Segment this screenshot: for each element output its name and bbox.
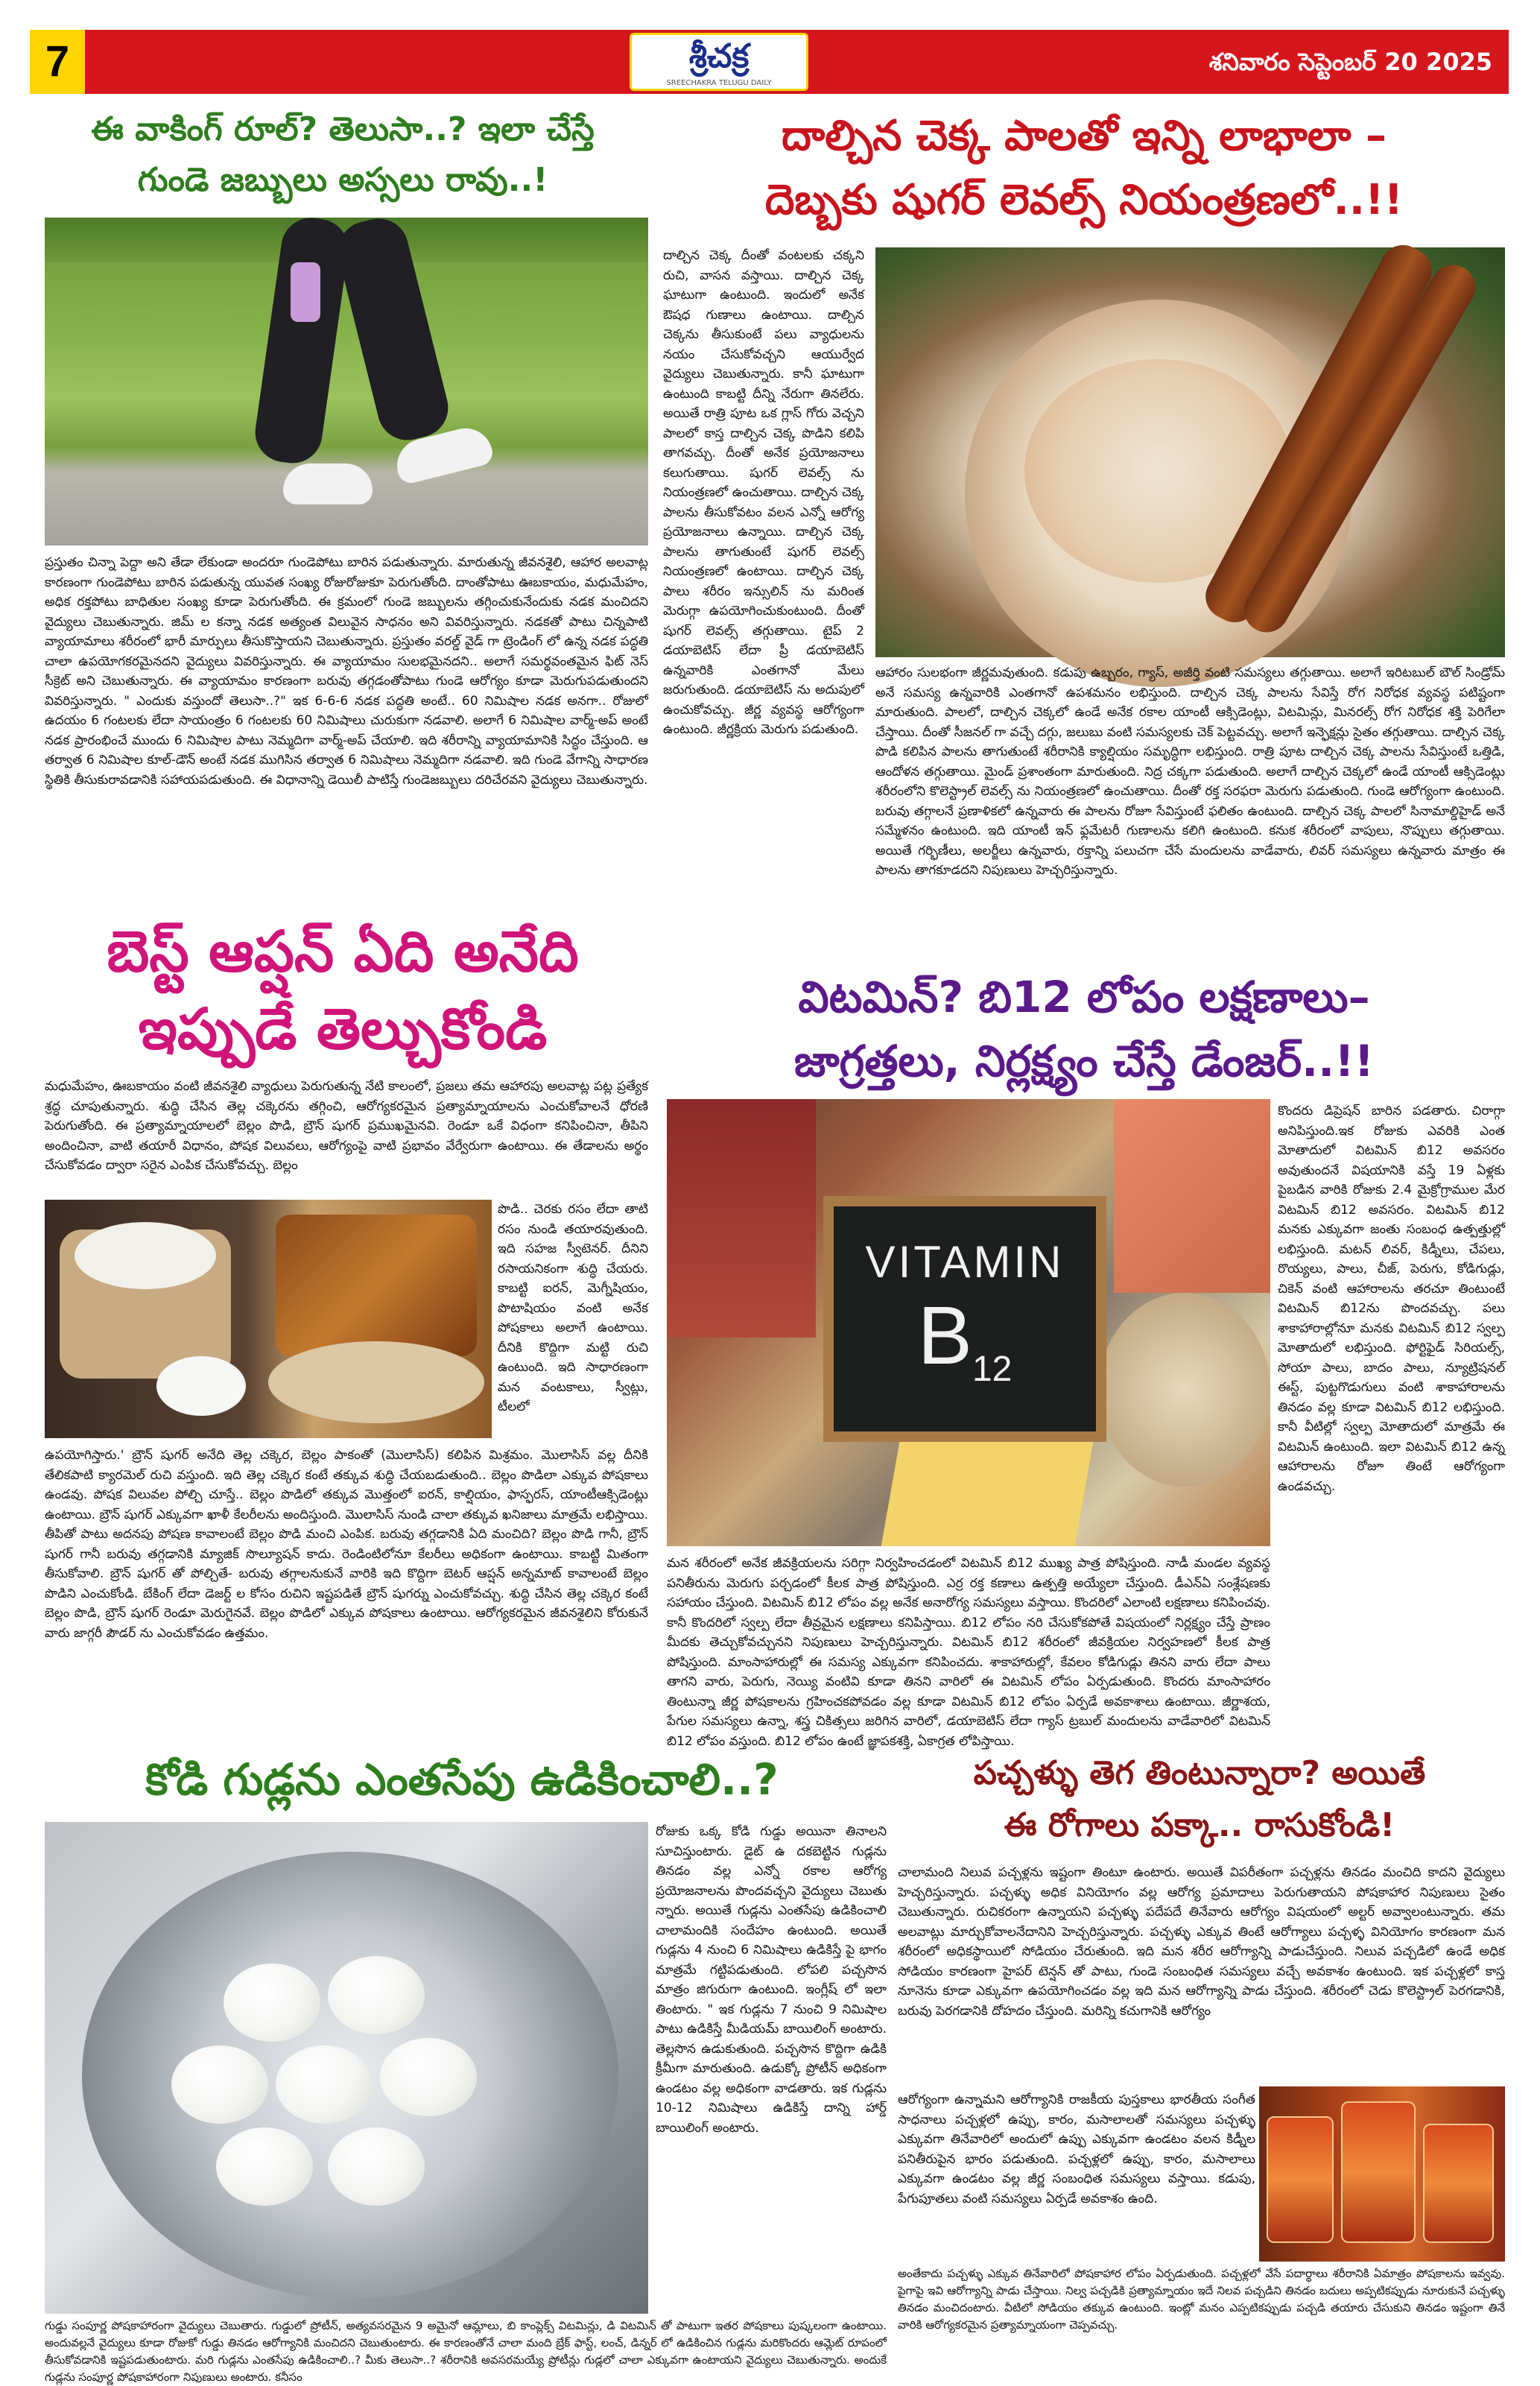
board-12-subscript: 12 — [972, 1349, 1013, 1389]
pickle-jars-photo — [1259, 2086, 1505, 2262]
pickles-body-bottom: అంతేకాదు పచ్చళ్ళు ఎక్కువ తినేవారిలో పోషకాహార లోపం ఏర్పడుతుంది. పచ్చళ్లలో వేసే పదార్థాలు శరీరానికి ఏమాత్రం పోషకాలను ఇవ్వవు. పైగాపై ఇవి ఆరోగ్యాన్ని పాడు చేస్తాయి. నిల్వ పచ్చడికి ప్రత్యామ్నాయం ఇదే నిలవ పచ్చడిని తినడం బదులు అప్పటికప్పుడు నూరుకునే పచ్చళ్ళు తినడం మంచిదంటారు. వీటిలో సోడియం తక్కువ ఉంటుంది. ఇంట్లో మనం ఎప్పటికప్పుడు పచ్చడి తయారు చేసుకుని తినడం ఇష్టంగా తినే వారికి ఆరోగ్యకరమైన ప్రత్యామ్నాయంగా చెప్పవచ్చు. — [898, 2267, 1505, 2332]
jaggery-body-bottom: ఉపయోగిస్తారు.' బ్రౌన్ షుగర్ అనేది తెల్ల చక్కెర, బెల్లం పాకంతో (మొలాసిస్) కలిపిన మిశ్రమం. మొలాసిస్ వల్ల దీనికి తేలికపాటి క్యారమెల్ రుచి వస్తుంది. ఇది తెల్ల చక్కెర కంటే తక్కువ శుద్ధి చేయబడుతుంది.. బెల్లం పొడిలా ఎక్కువ పోషకాలు ఉండవు. పోషక విలువల పోల్చి చూస్తే.. బెల్లం పొడిలో తక్కువ మొత్తంలో ఐరన్, కాల్షియం, ఫాస్ఫరస్, యాంటీఆక్సిడెంట్లు ఉంటాయి. బ్రౌన్ షుగర్ ఎక్కువగా ఖాళీ కేలరీలను అందిస్తుంది. మొలాసిస్ నుండి చాలా తక్కువ ఖనిజాలు మాత్రమే లభిస్తాయి. తీపితో పాటు అదనపు పోషణ కావాలంటే బెల్లం పొడి మంచి ఎంపిక. బరువు తగ్గడానికి ఏది మంచిది? బెల్లం పొడి గానీ, బ్రౌన్ షుగర్ గానీ బరువు తగ్గడానికి మ్యాజిక్ సొల్యూషన్ కాదు. రెండింటిలోనూ కేలరీలు అధికంగా ఉంటాయి. కాబట్టి మితంగా తీసుకోవాలి. బ్రౌన్ షుగర్ తో పోల్చితే- బరువు తగ్గాలనుకునే వారికి ఇది కొద్దిగా బెటర్ ఆప్షన్ అన్నమాట్ కావాలంటే బెల్లం పొడిని ఎంచుకోండి. బేకింగ్ లేదా డెజర్ట్ ల కోసం రుచిని ఇష్టపడితే బ్రౌన్ షుగర్ను ఎంచుకోవచ్చు. శుద్ధి చేసిన తెల్ల చక్కెర కంటే బెల్లం పొడి, బ్రౌన్ షుగర్ రెండూ మెరుగైనవే. బెల్లం పొడిలో ఎక్కువ పోషకాలు ఉంటాయి. ఆరోగ్యకరమైన జీవనశైలిని కోరుకునే వారు జాగ్గరీ పౌడర్ ను ఎంచుకోవడం ఉత్తమం. — [45, 1448, 648, 1641]
egg-1 — [224, 1963, 320, 2042]
logo-subtitle: SREECHAKRA TELUGU DAILY — [666, 79, 772, 87]
vitamin-headline-line1: విటమిన్? బి12 లోపం లక్షణాలు– — [798, 972, 1370, 1022]
jaggery-headline — [37, 913, 648, 1069]
vitamin-headline-line2: జాగ్రత్తలు, నిర్లక్ష్యం చేస్తే డేంజర్..!! — [793, 1036, 1375, 1086]
vitamin-headline — [663, 965, 1505, 1099]
left-shoe — [283, 463, 373, 504]
egg-4 — [276, 2045, 373, 2124]
water-bottle — [291, 262, 320, 322]
pickle-jar-1 — [1267, 2116, 1334, 2243]
egg-3 — [171, 2045, 268, 2124]
vitamin-board — [823, 1196, 1106, 1442]
cheese — [881, 1442, 1094, 1546]
issue-date: శనివారం సెప్టెంబర్ 20 2025 — [1193, 30, 1509, 94]
jaggery-pieces — [276, 1215, 477, 1356]
cinnamon-headline-line1: దాల్చిన చెక్క పాలతో ఇన్ని లాభాలా – — [781, 112, 1387, 160]
pickles-headline-line1: పచ్చళ్ళు తెగ తింటున్నారా? అయితే — [973, 1754, 1426, 1792]
cinnamon-headline-line2: దెబ్బకు షుగర్ లెవల్స్ నియంత్రణలో..!! — [764, 176, 1404, 224]
egg-2 — [328, 1956, 425, 2034]
cinnamon-bottom-body: ఆహారం సులభంగా జీర్ణమవుతుంది. కడుపు ఉబ్బరం, గ్యాస్, అజీర్తి వంటి సమస్యలు తగ్గుతాయి. అలాగే ఇరిటబుల్ బౌల్ సిండ్రోమ్ అనే సమస్య ఉన్నవారికి ఎంతగానో ఉపశమనం లభిస్తుంది. దాల్చిన చెక్క పాలను సేవిస్తే రోగ నిరోధక వ్యవస్థ పటిష్టంగా మారుతుంది. పాలలో, దాల్చిన చెక్కలో ఉండే అనేక రకాల యాంటీ ఆక్సిడెంట్లు, విటమిన్లు, మినరల్స్ రోగ నిరోధక శక్తి పెరిగేలా చేస్తాయి. దీంతో సీజనల్ గా వచ్చే దగ్గు, జలుబు వంటి సమస్యలకు చెక్ పెట్టవచ్చు. అలాగే ఇన్ఫెక్షన్లు సైతం తగ్గుతాయి. దాల్చిన చెక్క పొడి కలిపిన పాలను తాగుతుంటే శరీరానికి క్యాల్షియం సమృద్ధిగా లభిస్తుంది. రాత్రి పూట దాల్చిన చెక్క పాలను సేవిస్తుంటే ఒత్తిడి, ఆందోళన తగ్గుతాయి. మైండ్ ప్రశాంతంగా మారుతుంది. నిద్ర చక్కగా పడుతుంది. అలాగే దాల్చిన చెక్కలో ఉండే యాంటీ ఆక్సిడెంట్లు శరీరంలోని కొలెస్ట్రాల్ లెవల్స్ ను నియంత్రణలో ఉంచుతాయి. దీంతో రక్త సరఫరా మెరుగు పడుతుంది. గుండె ఆరోగ్యంగా ఉంటుంది. బరువు తగ్గాలనే ప్రణాళికలో ఉన్నవారు ఈ పాలను రోజూ సేవిస్తుంటే ఫలితం ఉంటుంది. దాల్చిన చెక్క పాలలో సినామాల్డిహైడ్ అనే సమ్మేళనం ఉంటుంది. ఇది యాంటీ ఇన్ ఫ్లమేటరీ గుణాలను కలిగి ఉంటుంది. కనుక శరీరంలో వాపులు, నొప్పులు తగ్గుతాయి. అయితే గర్భిణీలు, అలర్జీలు ఉన్నవారు, రక్తాన్ని పలుచగా చేసే మందులను వాడేవారు, లివర్ సమస్యలు ఉన్నవారు మాత్రం ఈ పాలను తాగకూడదని నిపుణులు హెచ్చరిస్తున్నారు. — [875, 665, 1505, 878]
walking-headline — [37, 104, 648, 209]
jaggery-headline-line2: ఇప్పుడే తెల్చుకోండి — [138, 996, 548, 1062]
vitamin-b12-photo — [667, 1099, 1270, 1546]
vitamin-bottom-body: మన శరీరంలో అనేక జీవక్రియలను సరిగ్గా నిర్వహించడంలో విటమిన్ బి12 ముఖ్య పాత్ర పోషిస్తుంది. నాడీ మండల వ్యవస్థ పనితీరును మెరుగు పర్చడంలో కీలక పాత్ర పోషిస్తుంది. ఎర్ర రక్త కణాలు ఉత్పత్తి అయ్యేలా చేస్తుంది. డీఎన్ఏ సంశ్లేషణకు సహాయం చేస్తుంది. విటమిన్ బి12 లోపం వల్ల అనేక అనారోగ్య సమస్యలు వస్తాయి. కొందరిలో ఎలాంటి లక్షణాలు కనిపించవు. కానీ కొందరిలో స్వల్ప లేదా తీవ్రమైన లక్షణాలు కనిపిస్తాయి. బి12 లోపం నరి చేసుకోకపోతే విషయంలో నిర్లక్ష్యం చేస్తే ప్రాణం మీదకు తెచ్చుకోవచ్చునని నిపుణులు హెచ్చరిస్తున్నారు. విటమిన్ బి12 శరీరంలో జీవక్రియల నిర్వహణలో కీలక పాత్ర పోషిస్తుంది. మాంసాహారుల్లో ఈ సమస్య ఎక్కువగా కనిపించదు. శాకాహారుల్లో, కేవలం కోడిగుడ్లు తినని వారు లేదా పాలు తాగని వారు, పెరుగు, నెయ్యి వంటివి కూడా తినని వారిలో ఈ విటమిన్ లోపం ఏర్పడుతుంది. కొందరు మాంసాహారం తింటున్నా జీర్ణ పోషకాలను గ్రహించకపోవడం వల్ల కూడా విటమిన్ బి12 లోపం ఏర్పడే అవకాశాలు ఉంటాయి. జీర్ణాశయ, పేగుల సమస్యలు ఉన్నా, శస్త్ర చికిత్సలు జరిగిన వారిలో, డయాబెటిస్ లేదా గ్యాస్ ట్రబుల్ మందులను వాడేవారిలో విటమిన్ బి12 లోపం వస్తుంది. బి12 లోపం ఉంటే జ్ఞాపకశక్తి, ఏకాగ్రత లోపిస్తాయి. — [667, 1556, 1270, 1749]
mushrooms — [1099, 1293, 1270, 1487]
pickles-headline — [894, 1747, 1505, 1859]
sugar-bowl — [156, 1356, 246, 1416]
egg-7 — [328, 2127, 425, 2206]
cinnamon-milk-photo — [875, 247, 1505, 657]
walking-headline-line2: గుండె జబ్బులు అస్సలు రావు..! — [137, 161, 548, 199]
white-sugar — [75, 1222, 216, 1289]
page-number: 7 — [30, 30, 85, 94]
walking-body: ప్రస్తుతం చిన్నా పెద్దా అని తేడా లేకుండా అందరూ గుండెపోటు బారిన పడుతున్నారు. మారుతున్న జీవనశైలి, ఆహార అలవాట్ల కారణంగా గుండెపోటు బారిన పడుతున్న యువత సంఖ్య రోజురోజుకూ పెరుగుతోంది. దాంతోపాటు ఊబకాయం, మధుమేహం, అధిక రక్తపోటు బాధితుల సంఖ్య కూడా పెరుగుతోంది. ఈ క్రమంలో గుండె జబ్బులను తగ్గించుకునేందుకు నడక మంచిదని వైద్యులు చెబుతున్నారు. జిమ్ ల కన్నా నడక అత్యంత విలువైన సాధనం అని వివరిస్తున్నారు. నడకతో పాటు చిన్నపాటి వ్యాయామాలు శరీరంలో భారీ మార్పులు తీసుకొస్తాయని చెబుతున్నారు. ప్రస్తుతం వరల్డ్ వైడ్ గా ట్రెండింగ్ లో ఉన్న నడక పద్ధతి చాలా ఉపయోగకరమైనదని వైద్యులు వివరిస్తున్నారు. ఈ వ్యాయామం సులభమైనదని.. అలాగే సమర్థవంతమైన ఫిట్ నెస్ సీక్రెట్ అని చెబుతున్నారు. ఈ వ్యాయామం కారణంగా బరువు తగ్గడంతోపాటు గుండె ఆరోగ్యం కూడా మెరుగుపడుతుందని వివరిస్తున్నారు. " ఎందుకు వస్తుందో తెలుసా..?" ఇక 6-6-6 నడక పద్ధతి అంటే.. 60 నిమిషాల నడక అనగా.. రోజులో ఉదయం 6 గంటలకు లేదా సాయంత్రం 6 గంటలకు 60 నిమిషాలు చురుకుగా నడవాలి. అలాగే 6 నిమిషాల వార్మ్-అప్ అంటే నడక ప్రారంభించే ముందు 6 నిమిషాల పాటు నెమ్మదిగా వార్మ్-అప్ చేయాలి. ఇది శరీరాన్ని వ్యాయామానికి సిద్ధం చేస్తుంది. ఆ తర్వాత 6 నిమిషాల కూల్-డౌన్ అంటే నడక ముగిసిన తర్వాత 6 నిమిషాలు నెమ్మదిగా నడవాలి. ఇది గుండె వేగాన్ని సాధారణ స్థితికి తీసుకురావడానికి సహాయపడుతుంది. ఈ విధానాన్ని డెయిలీ పాటిస్తే గుండెజబ్బులు దరిచేరవని వైద్యులు చెబుతున్నారు. — [45, 555, 648, 788]
cinnamon-headline — [663, 104, 1505, 238]
cinnamon-side-body: దాల్చిన చెక్క దీంతో వంటలకు చక్కని రుచి, వాసన వస్తాయి. దాల్చిన చెక్క ఘాటుగా ఉంటుంది. ఇందులో అనేక ఔషధ గుణాలు ఉంటాయి. దాల్చిన చెక్కను తీసుకుంటే పలు వ్యాధులను నయం చేసుకోవచ్చని ఆయుర్వేద వైద్యులు చెబుతున్నారు. కానీ ఘాటుగా ఉంటుంది కాబట్టి దీన్ని నేరుగా తినలేరు. అయితే రాత్రి పూట ఒక గ్లాస్ గోరు వెచ్చని పాలలో కాస్త దాల్చిన చెక్క పొడిని కలిపి తాగవచ్చు. దీంతో అనేక ప్రయోజనాలు కలుగుతాయి. షుగర్ లెవల్స్ ను నియంత్రణలో ఉంచుతాయి. దాల్చిన చెక్క పాలను తీసుకోవటం వలన ఎన్నో ఆరోగ్య ప్రయోజనాలు ఉన్నాయి. దాల్చిన చెక్క పాలను తాగుతుంటే షుగర్ లెవల్స్ నియంత్రణలో ఉంటాయి. దాల్చిన చెక్క పాలు శరీరం ఇన్సులిన్ ను మరింత మెరుగ్గా ఉపయోగించుకుంటుంది. దీంతో షుగర్ లెవల్స్ తగ్గుతాయి. టైప్ 2 డయాబెటిస్ లేదా ప్రీ డయాబెటిస్ ఉన్నవారికి ఎంతగానో మేలు జరుగుతుంది. డయాబెటిస్ ను అదుపులో ఉంచుకోవచ్చు. జీర్ణ వ్యవస్థ ఆరోగ్యంగా ఉంటుంది. జీర్ణక్రియ మెరుగు పడుతుంది. — [663, 248, 864, 737]
jaggery-headline-line1: బెస్ట్ ఆప్షన్ ఏది అనేది — [107, 918, 579, 984]
salmon — [1114, 1099, 1270, 1293]
pickle-jar-2 — [1341, 2101, 1416, 2243]
board-vitamin-text: VITAMIN — [865, 1237, 1065, 1287]
walking-photo — [45, 218, 648, 545]
pickles-body-top: చాలామంది నిలువ పచ్చళ్లను ఇష్టంగా తింటూ ఉంటారు. అయితే విపరీతంగా పచ్చళ్లను తినడం మంచిది కాదని వైద్యులు హెచ్చరిస్తున్నారు. పచ్చళ్ళు అధిక వినియోగం వల్ల ఆరోగ్య ప్రమాదాలు పెరుగుతాయని పోషకాహార నిపుణులు సైతం చెబుతున్నారు. రుచికరంగా ఉన్నాయని పచ్చళ్ళు పదేపదే తినేవారు ఆరోగ్యం విషయంలో అల్టర్ అవ్వాలంటున్నారు. తమ అలవాట్లు మార్చుకోవాలనేదానిని హెచ్చరిస్తున్నారు. పచ్చళ్ళు ఎక్కువ తింటే ఆరోగ్యాలు పచ్చళ్ళ వినియోగం కారణంగా మన శరీరంలో అధికస్థాయిలో సోడియం చేరుతుంది. ఇది మన శరీర ఆరోగ్యాన్ని పాడుచేస్తుంది. నిలువ పచ్చడిలో ఉండే అధిక సోడియం కారణంగా హైపర్ టెన్షన్ తో పాటు, గుండె సంబంధిత సమస్యలు వచ్చే అవకాశం ఉంటుంది. ఇక పచ్చళ్లలో కాస్త నూనెను కూడా ఎక్కువగా ఉపయోగించడం వల్ల ఇది మన ఆరోగ్యాన్ని పాడు చేస్తుంది. శరీరంలో చెడు కొలెస్ట్రాల్ పెరగడానికి, బరువు పెరగడానికి దోహదం చేస్తుంది. మరిన్ని కచుగానికి ఆరోగ్యం — [898, 1865, 1505, 2019]
walking-headline-line1: ఈ వాకింగ్ రూల్? తెలుసా..? ఇలా చేస్తే — [91, 110, 595, 148]
masthead — [30, 30, 1509, 94]
board-b12-text — [834, 1288, 1096, 1418]
eggs-bottom-body: గుడ్డు సంపూర్ణ పోషకాహారంగా వైద్యులు చెబుతారు. గుడ్డులో ప్రోటీన్, అత్యవసరమైన 9 అమైనో ఆమ్లాలు, బి కాంప్లెక్స్ విటమిన్లు, డి విటమిన్ తో పాటుగా ఇతర పోషకాలు పుష్కలంగా ఉంటాయి. అందువల్లనే వైద్యులు కూడా రోజుకో గుడ్డు తినడం ఆరోగ్యానికి మంచిదని చెబుతుంటారు. ఈ కారణంతోనే చాలా మంది బ్రేక్ ఫాస్ట్, లంచ్, డిన్నర్ లో ఉడికించిన గుడ్లను మరికొందరు ఆమ్లెట్ రూపంలో తీసుకోవడానికి ఇష్టపడుతుంటారు. మరి గుడ్లను ఎంతసేపు ఉడికించాలి..? మీకు తెలుసా..? శరీరానికి అవసరమయ్యే ప్రోటీన్లు గుడ్లలో చాలా ఎక్కువగా ఉంటాయని వైద్యులు చెబుతున్నారు. అందుకే గుడ్లను సంపూర్ణ పోషకాహారంగా నిపుణులు అంటారు. కనీసం — [45, 2319, 887, 2384]
eggs-headline: కోడి గుడ్లను ఎంతసేపు ఉడికించాలి..? — [145, 1754, 779, 1805]
pickles-body-middle: ఆరోగ్యంగా ఉన్నామని ఆరోగ్యానికి రాజకీయ పుస్తకాలు భారతీయ సంగీత సాధనాలు పచ్చళ్లలో ఉప్పు, కారం, మసాలాలతో సమస్యలు పచ్చళ్ళు ఎక్కువగా తినేవారిలో అందులో ఉప్పు ఎక్కువగా ఉండటం వలన కిడ్నీల పనితీరుపైన భారం పడుతుంది. పచ్చళ్లలో ఉప్పు, కారం, మసాలాలు ఎక్కువగా ఉండటం వల్ల జీర్ణ సంబంధిత సమస్యలు వస్తాయి. కడుపు, పేగుపూతలు వంటి సమస్యలు ఏర్పడే అవకాశం ఉంది. — [898, 2092, 1255, 2206]
egg-5 — [380, 2038, 477, 2116]
pickles-headline-line2: ఈ రోగాలు పక్కా.. రాసుకోండి! — [1004, 1806, 1395, 1844]
red-meat — [667, 1099, 816, 1338]
sugar-jaggery-photo — [45, 1200, 492, 1438]
vitamin-side-body: కొందరు డిప్రెషన్ బారిన పడతారు. చిరాగ్గా అనిపిస్తుంది.ఇక రోజుకు ఎవరికి ఎంత మోతాదులో విటమిన్ బి12 అవసరం అవుతుందనే విషయానికి వస్తే 19 ఏళ్లకు పైబడిన వారికి రోజుకు 2.4 మైక్రోగ్రాముల మేర విటమిన్ బి12 అవసరం. విటమిన్ బి12 మనకు ఎక్కువగా జంతు సంబంధ ఉత్పత్తుల్లో లభిస్తుంది. మటన్ లివర్, కిడ్నీలు, చేపలు, రొయ్యలు, పాలు, చీజ్, పెరుగు, కోడిగుడ్లు, చికెన్ వంటి ఆహారాలను తరచూ తింటుంటే విటమిన్ బి12ను పొందవచ్చు. పలు శాకాహారాల్లోనూ మనకు విటమిన్ బి12 స్వల్ప మోతాదులో లభిస్తుంది. ఫోర్టిఫైడ్ సిరియల్స్, సోయా పాలు, బాదం పాలు, న్యూట్రిషనల్ ఈస్ట్, పుట్టగొడుగులు వంటి శాకాహారాలను తినడం వల్ల కూడా విటమిన్ బి12 లభిస్తుంది. కానీ వీటిల్లో స్వల్ప మోతాదులో మాత్రమే ఈ విటమిన్ ఉంటుంది. ఇలా విటమిన్ బి12 ఉన్న ఆహారాలను రోజూ తింటే ఆరోగ్యంగా ఉండవచ్చు. — [1278, 1104, 1505, 1494]
logo-text: శ్రీచక్ర — [688, 37, 750, 75]
jaggery-bowl — [268, 1341, 484, 1423]
pickle-jar-3 — [1423, 2124, 1494, 2243]
boiling-eggs-photo — [45, 1822, 648, 2314]
egg-6 — [216, 2127, 313, 2206]
board-b-letter: B — [917, 1290, 972, 1382]
eggs-side-body: రోజుకు ఒక్క కోడి గుడ్డు అయినా తినాలని సూచిస్తుంటారు. డైట్ ఉ దకబెట్టిన గుడ్లను తినడం వల్ల ఎన్నో రకాల ఆరోగ్య ప్రయోజనాలను పొందవచ్చని వైద్యులు చెబుతు న్నారు. అయితే గుడ్లను ఎంతసేపు ఉడికించాలి చాలామందికి సందేహం ఉంటుంది. అయితే గుడ్లను 4 నుంచి 6 నిమిషాలు ఉడికిస్తే పై భాగం మాత్రమే గట్టిపడుతుంది. లోపలి పచ్చసొన మాత్రం జిగురుగా ఉంటుంది. ఇంగ్లీష్ లో ఇలా తింటారు. " ఇక గుడ్లను 7 నుంచి 9 నిమిషాల పాటు ఉడికిస్తే మీడియమ్ బాయిలింగ్ అంటారు. తెల్లసొన ఉడుకుతుంది. పచ్చసొన కొద్దిగా ఉడికి క్రీమీగా మారుతుంది. ఉడుక్కో ప్రోటీన్ అధికంగా ఉండటం వల్ల అధికంగా వాడతారు. ఇక గుడ్లను 10-12 నిమిషాలు ఉడికిస్తే దాన్ని హార్డ్ బాయిలింగ్ అంటారు. — [656, 1824, 887, 2136]
newspaper-logo[interactable] — [630, 33, 808, 91]
jaggery-body-top: మధుమేహం, ఊబకాయం వంటి జీవనశైలి వ్యాధులు పెరుగుతున్న నేటి కాలంలో, ప్రజలు తమ ఆహారపు అలవాట్ల పట్ల ప్రత్యేక శ్రద్ధ చూపుతున్నారు. శుద్ధి చేసిన తెల్ల చక్కెరను తగ్గించి, ఆరోగ్యకరమైన ప్రత్యామ్నాయాలను ఎంచుకోవాలనే ధోరణి పెరుగుతోంది. ఈ ప్రత్యామ్నాయాలలో బెల్లం పొడి, బ్రౌన్ షుగర్ ప్రముఖమైనవి. రెండూ ఒకే విధంగా కనిపించినా, తీపిని అందించినా, వాటి తయారీ విధానం, పోషక విలువలు, ఆరోగ్యంపై వాటి ప్రభావం వేర్వేరుగా ఉంటాయి. ఈ తేడాలను అర్థం చేసుకోవడం ద్వారా సరైన ఎంపిక చేసుకోవచ్చు. బెల్లం — [45, 1079, 648, 1173]
jaggery-body-side: పొడి.. చెరకు రసం లేదా తాటి రసం నుండి తయారవుతుంది. ఇది సహజ స్వీటెనర్. దీనిని రసాయనికంగా శుద్ధి చేయరు. కాబట్టి ఐరన్, మెగ్నీషియం, పొటాషియం వంటి అనేక పోషకాలు అలాగే ఉంటాయి. దీనికి కొద్దిగా మట్టి రుచి ఉంటుంది. ఇది సాధారణంగా మన వంటకాలు, స్వీట్లు, టీలలో — [498, 1202, 648, 1414]
